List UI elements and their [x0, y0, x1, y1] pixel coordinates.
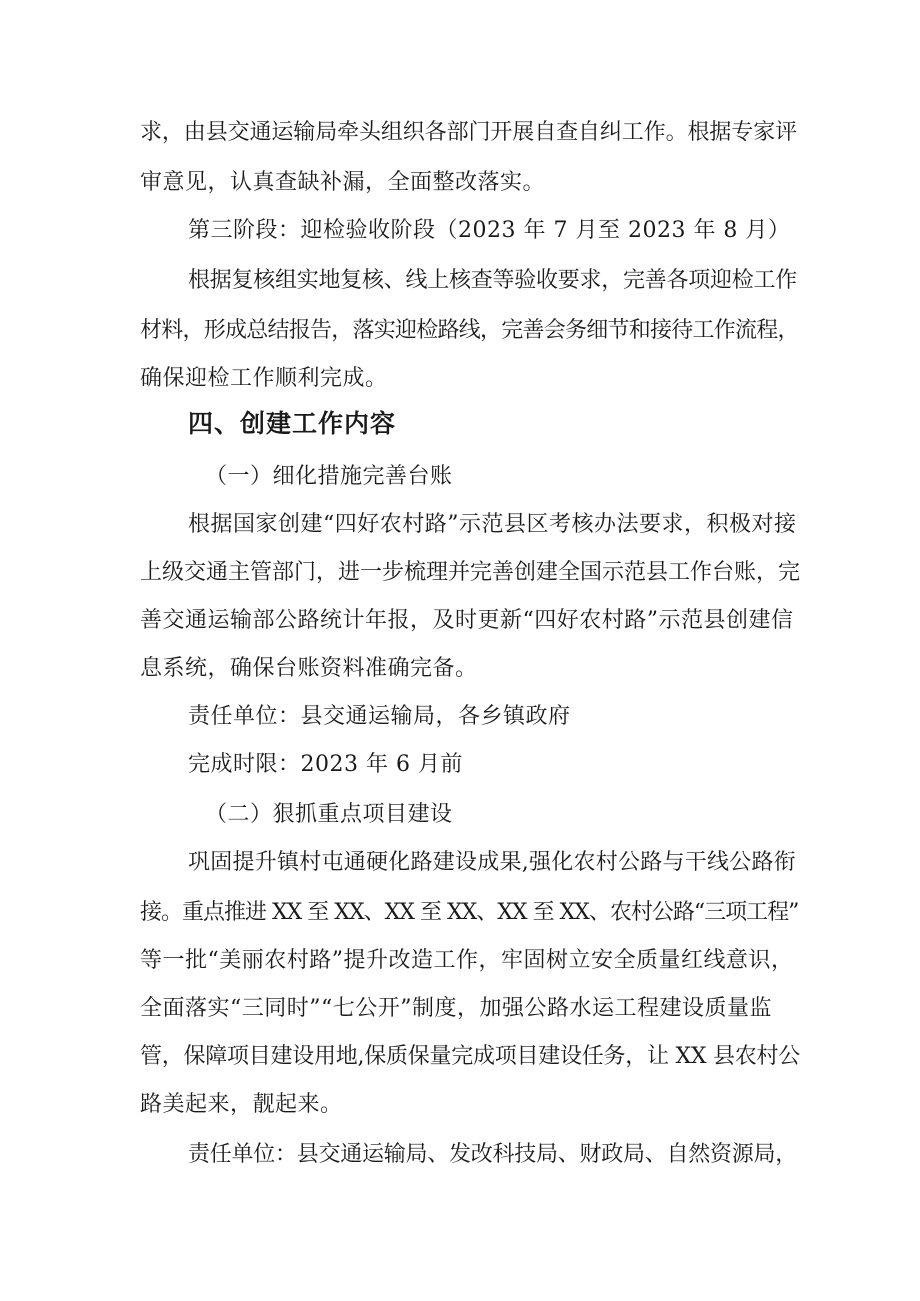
item2-line-3: 等一批“美丽农村路”提升改造工作，牢固树立安全质量红线意识，	[140, 948, 794, 973]
intro-line-2: 审意见，认真查缺补漏，全面整改落实。	[140, 170, 546, 195]
stage3-line-1: 根据复核组实地复核、线上核查等验收要求，完善各项迎检工作	[188, 268, 798, 293]
section4-heading: 四、创建工作内容	[188, 409, 397, 438]
item2-line-2: 接。重点推进 XX 至 XX、XX 至 XX、XX 至 XX、农村公路“三项工程”	[140, 900, 799, 925]
item2-title: （二）狠抓重点项目建设	[205, 802, 453, 827]
item1-title: （一）细化措施完善台账	[205, 464, 453, 489]
item1-line-4: 息系统，确保台账资料准确完备。	[140, 656, 478, 681]
stage3-line-2: 材料，形成总结报告，落实迎检路线，完善会务细节和接待工作流程，	[140, 318, 799, 343]
item1-responsible: 责任单位：县交通运输局，各乡镇政府	[188, 704, 571, 729]
stage3-line-3: 确保迎检工作顺利完成。	[140, 366, 388, 391]
item2-line-4: 全面落实“三同时”“七公开”制度，加强公路水运工程建设质量监	[140, 996, 772, 1021]
item1-line-2: 上级交通主管部门，进一步梳理并完善创建全国示范县工作台账，完	[140, 560, 801, 585]
stage3-title: 第三阶段：迎检验收阶段（2023 年 7 月至 2023 年 8 月）	[188, 218, 791, 243]
intro-line-1: 求，由县交通运输局牵头组织各部门开展自查自纠工作。根据专家评	[140, 120, 798, 145]
item1-line-3: 善交通运输部公路统计年报，及时更新“四好农村路”示范县创建信	[140, 608, 794, 633]
item2-responsible: 责任单位：县交通运输局、发改科技局、财政局、自然资源局，	[188, 1142, 798, 1167]
item2-line-6: 路美起来，靓起来。	[140, 1092, 343, 1117]
item1-line-1: 根据国家创建“四好农村路”示范县区考核办法要求，积极对接	[188, 512, 797, 537]
item2-line-1: 巩固提升镇村屯通硬化路建设成果,强化农村公路与干线公路衔	[188, 850, 796, 875]
item2-line-5: 管，保障项目建设用地,保质保量完成项目建设任务，让 XX 县农村公	[140, 1044, 801, 1069]
item1-deadline: 完成时限：2023 年 6 月前	[188, 752, 463, 777]
